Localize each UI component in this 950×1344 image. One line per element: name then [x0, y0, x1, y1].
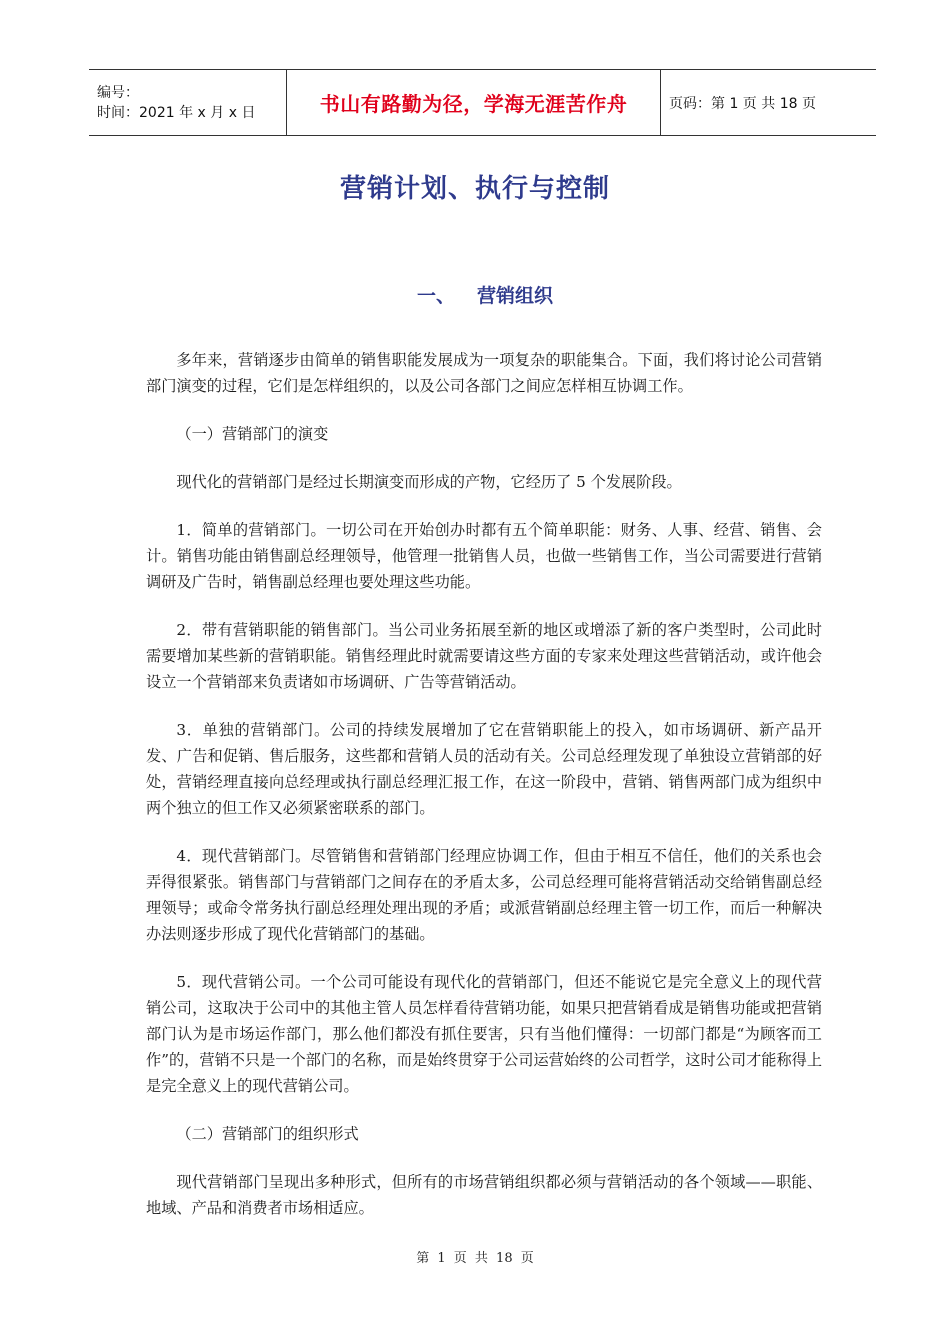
header-page-cell — [661, 70, 876, 135]
section-title: 营销组织 — [477, 285, 554, 307]
section-number: 一、 — [416, 285, 455, 307]
paragraph-intro: 多年来，营销逐步由简单的销售职能发展成为一项复杂的职能集合。下面，我们将讨论公司营销部门演变的过程，它们是怎样组织的，以及公司各部门之间应怎样相互协调工作。 — [146, 351, 822, 395]
paragraph-stage-5: 5．现代营销公司。一个公司可能设有现代化的营销部门，但还不能说它是完全意义上的现代营销公司，这取决于公司中的其他主管人员怎样看待营销功能，如果只把营销看成是销售功能或把营销部门认为是市场运作部门，那么他们都没有抓住要害，只有当他们懂得：一切部门都是“为顾客而工作”的，营销不只是一个部门的名称，而是始终贯穿于公司运营始终的公司哲学，这时公司才能称得上是完全意义上的现代营销公司。 — [146, 973, 823, 1095]
header-motto-cell — [287, 70, 661, 135]
document-time-label: 时间：2021 年 x 月 x 日 — [97, 104, 256, 121]
section-heading — [0, 281, 950, 308]
header-motto: 书山有路勤为径，学海无涯苦作舟 — [319, 92, 628, 116]
paragraph-stage-2: 2．带有营销职能的销售部门。当公司业务拓展至新的地区或增添了新的客户类型时，公司此时需要增加某些新的营销职能。销售经理此时就需要请这些方面的专家来处理这些营销活动，或许他会设立一个营销部来负责诸如市场调研、广告等营销活动。 — [146, 621, 822, 691]
paragraph-stage-1: 1．简单的营销部门。一切公司在开始创办时都有五个简单职能：财务、人事、经营、销售、会计。销售功能由销售副总经理领导，他管理一批销售人员，也做一些销售工作，当公司需要进行营销调研及广告时，销售副总经理也要处理这些功能。 — [146, 521, 822, 591]
header-page-label: 页码：第 1 页 共 18 页 — [669, 95, 816, 112]
page-header-table — [89, 69, 876, 136]
paragraph-stages: 现代化的营销部门是经过长期演变而形成的产物，它经历了 5 个发展阶段。 — [176, 473, 682, 491]
document-number-label: 编号： — [97, 84, 139, 101]
paragraph-stage-3: 3．单独的营销部门。公司的持续发展增加了它在营销职能上的投入，如市场调研、新产品开发、广告和促销、售后服务，这些都和营销人员的活动有关。公司总经理发现了单独设立营销部的好处，营销经理直接向总经理或执行副总经理汇报工作，在这一阶段中，营销、销售两部门成为组织中两个独立的但工作又必须紧密联系的部门。 — [146, 721, 822, 817]
subheading-forms: （二）营销部门的组织形式 — [176, 1125, 359, 1143]
document-body — [146, 347, 822, 1243]
subheading-evolution: （一）营销部门的演变 — [176, 425, 329, 443]
header-meta-cell — [89, 70, 287, 135]
page-footer: 第 1 页 共 18 页 — [416, 1251, 534, 1266]
paragraph-forms: 现代营销部门呈现出多种形式，但所有的市场营销组织都必须与营销活动的各个领域——职能、地域、产品和消费者市场相适应。 — [146, 1173, 822, 1217]
paragraph-stage-4: 4．现代营销部门。尽管销售和营销部门经理应协调工作，但由于相互不信任，他们的关系也会弄得很紧张。销售部门与营销部门之间存在的矛盾太多，公司总经理可能将营销活动交给销售副总经理领导；或命令常务执行副总经理处理出现的矛盾；或派营销副总经理主管一切工作，而后一种解决办法则逐步形成了现代化营销部门的基础。 — [146, 847, 822, 943]
document-title: 营销计划、执行与控制 — [339, 174, 610, 204]
